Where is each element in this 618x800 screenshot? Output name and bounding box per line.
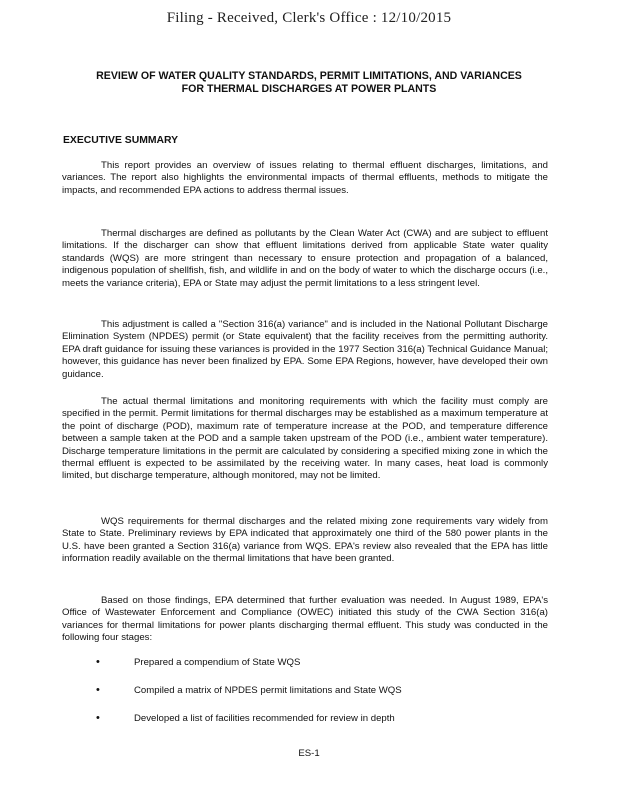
paragraph-6: Based on those findings, EPA determined that further evaluation was needed. In August 1989, EPA's Office of Wastewater Enforcement and Compliance (OWEC) initiated this study of the CWA Section 316(a) variances for thermal limitations for power plants discharging thermal effluent. This study was conducted in the following four stages:: [62, 595, 548, 644]
title-line-1: REVIEW OF WATER QUALITY STANDARDS, PERMIT LIMITATIONS, AND VARIANCES: [96, 70, 522, 82]
paragraph-3: This adjustment is called a "Section 316(a) variance" and is included in the National Pollutant Discharge Elimination System (NPDES) permit (or State equivalent) that the facility receives from the permitting authority. EPA draft guidance for issuing these variances is provided in the 1977 Section 316(a) Technical Guidance Manual; however, this guidance has never been finalized by EPA. Some EPA Regions, however, have developed their own guidance.: [62, 319, 548, 380]
list-item-text: Compiled a matrix of NPDES permit limitations and State WQS: [134, 685, 402, 696]
paragraph-2: Thermal discharges are defined as pollutants by the Clean Water Act (CWA) and are subject to effluent limitations. If the discharger can show that effluent limitations derived from applicable State water quality standards (WQS) are more stringent than necessary to ensure protection and propagation of a balanced, indigenous population of shellfish, fish, and wildlife in and on the body of water to which the discharge occurs (i.e., meets the variance criteria), EPA or State may adjust the permit limitations to a less stringent level.: [62, 228, 548, 289]
bullet-icon: •: [96, 712, 100, 724]
page-number: ES-1: [298, 748, 320, 759]
section-heading: EXECUTIVE SUMMARY: [63, 135, 179, 146]
title-line-2: FOR THERMAL DISCHARGES AT POWER PLANTS: [181, 83, 437, 95]
paragraph-4: The actual thermal limitations and monitoring requirements with which the facility must comply are specified in the permit. Permit limitations for thermal discharges may be established as a maximum temperature at the point of discharge (POD), maximum rate of temperature increase at the POD, and temperature difference between a sample taken at the POD and a sample taken upstream of the POD (i.e., ambient water temperature). Discharge temperature limitations in the permit are calculated by considering a specified mixing zone in which the thermal effluent is expected to be assimilated by the receiving water. In many cases, heat load is commonly limited, but discharge temperature, although monitored, may not be limited.: [62, 396, 548, 482]
document-title: [60, 70, 558, 96]
paragraph-5: WQS requirements for thermal discharges and the related mixing zone requirements vary widely from State to State. Preliminary reviews by EPA indicated that approximately one third of the 580 power plants in the U.S. have been granted a Section 316(a) variance from WQS. EPA's review also revealed that the EPA has little information readily available on the thermal limitations that have been granted.: [62, 516, 548, 565]
bullet-icon: •: [96, 684, 100, 696]
filing-stamp: Filing - Received, Clerk's Office : 12/10/2015: [166, 10, 452, 26]
paragraph-1: This report provides an overview of issues relating to thermal effluent discharges, limitations, and variances. The report also highlights the environmental impacts of thermal effluents, methods to mitigate the impacts, and recommended EPA actions to address thermal issues.: [62, 160, 548, 196]
bullet-icon: •: [96, 656, 100, 668]
list-item-text: Prepared a compendium of State WQS: [134, 657, 301, 668]
list-item-text: Developed a list of facilities recommended for review in depth: [134, 713, 395, 724]
